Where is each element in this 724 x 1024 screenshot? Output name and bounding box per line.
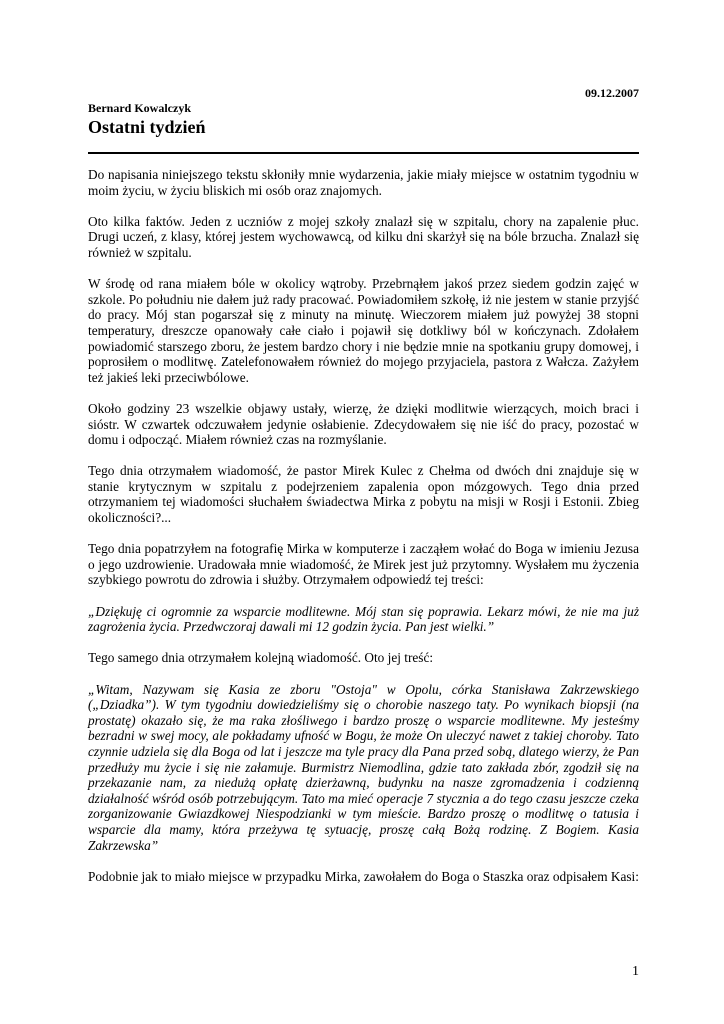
page-number: 1 — [632, 964, 639, 979]
document-date: 09.12.2007 — [585, 86, 639, 100]
paragraph-next-message: Tego samego dnia otrzymałem kolejną wiadomość. Oto jej treść: — [88, 650, 434, 666]
paragraph-prayer-mirek: Tego dnia popatrzyłem na fotografię Mirka w komputerze i zacząłem wołać do Boga w imieniu Jezusa o jego uzdrowienie. Uradowała mnie wiadomość, że Mirek jest już przytomny. Wysłałem mu życzenia szybkiego powrotu do zdrowia i służby. Otrzymałem odpowiedź tej treści: — [88, 541, 639, 588]
paragraph-wednesday: W środę od rana miałem bóle w okolicy wątroby. Przebrnąłem jakoś przez siedem godzin zajęć w szkole. Po południu nie dałem już rady pracować. Powiadomiłem szkołę, iż nie jestem w stanie przyjść do pracy. Mój stan pogarszał się z minuty na minutę. Wieczorem miałem już powyżej 38 stopni temperatury, dreszcze opanowały całe ciało i pojawił się dotkliwy ból w kończynach. Zdołałem powiadomić starszego zboru, że jestem bardzo chory i nie będzie mnie na spotkaniu grupy domowej, i poprosiłem o modlitwę. Zatelefonowałem również do mojego przyjaciela, pastora z Wałcza. Zażyłem też jakieś leki przeciwbólowe. — [88, 276, 639, 385]
document-page — [88, 0, 639, 1024]
paragraph-reply-kasia: Podobnie jak to miało miejsce w przypadku Mirka, zawołałem do Boga o Staszka oraz odpisałem Kasi: — [88, 868, 639, 884]
title-divider — [88, 152, 639, 154]
document-body — [88, 167, 639, 900]
paragraph-recovery: Około godziny 23 wszelkie objawy ustały, wierzę, że dzięki modlitwie wierzących, moich braci i sióstr. W czwartek odczuwałem jedynie osłabienie. Zdecydowałem się nie iść do pracy, pozostać w domu i odpocząć. Miałem również czas na rozmyślanie. — [88, 400, 639, 448]
paragraph-intro: Do napisania niniejszego tekstu skłoniły mnie wydarzenia, jakie miały miejsce w ostatnim tygodniu w moim życiu, w życiu bliskich mi osób oraz znajomych. — [88, 167, 639, 198]
paragraph-facts: Oto kilka faktów. Jeden z uczniów z mojej szkoły znalazł się w szpitalu, chory na zapalenie płuc. Drugi uczeń, z klasy, której jestem wychowawcą, od kilku dni skarżył się na bóle brzucha. Znalazł się również w szpitalu. — [88, 213, 639, 260]
quote-mirek-reply: „Dziękuję ci ogromnie za wsparcie modlitewne. Mój stan się poprawia. Lekarz mówi, że nie ma już zagrożenia życia. Przedwczoraj dawali mi 12 godzin życia. Pan jest wielki.” — [88, 603, 639, 635]
paragraph-mirek-news: Tego dnia otrzymałem wiadomość, że pastor Mirek Kulec z Chełma od dwóch dni znajduje się w stanie krytycznym w szpitalu z podejrzeniem zapalenia opon mózgowych. Tego dnia przed otrzymaniem tej wiadomości słuchałem świadectwa Mirka z pobytu na misji w Rosji i Estonii. Zbieg okoliczności?... — [88, 463, 639, 526]
author-name: Bernard Kowalczyk — [88, 101, 191, 115]
document-title: Ostatni tydzień — [88, 117, 206, 137]
quote-kasia-message: „Witam, Nazywam się Kasia ze zboru "Ostoja" w Opolu, córka Stanisława Zakrzewskiego („Dziadka”). W tym tygodniu dowiedzieliśmy się o chorobie naszego taty. Po wynikach biopsji (na prostatę) okazało się, że ma raka złośliwego i bardzo proszę o wsparcie modlitewne. My jesteśmy bezradni w swej mocy, ale pokładamy ufność w Bogu, że może On uleczyć nawet z takiej choroby. Tato czynnie udziela się dla Boga od lat i jeszcze ma tyle pracy dla Pana przed sobą, dlatego wierzy, że Pan przedłuży mu życie i się nie załamuje. Burmistrz Niemodlina, gdzie tato zakłada zbór, zgodził się na przekazanie nam, za niedużą opłatę dzierżawną, budynku na nasze zgromadzenia i codzienną działalność wśród osób potrzebującym. Tato ma mieć operacje 7 stycznia a do tego czasu jeszcze czeka zorganizowanie Gwiazdkowej Niespodzianki w tym mieście. Bardzo proszę o modlitwę o tatusia i wsparcie dla mamy, która przeżywa tę sytuację, proszę całą Bożą rodzinę. Z Bogiem. Kasia Zakrzewska” — [88, 681, 639, 853]
